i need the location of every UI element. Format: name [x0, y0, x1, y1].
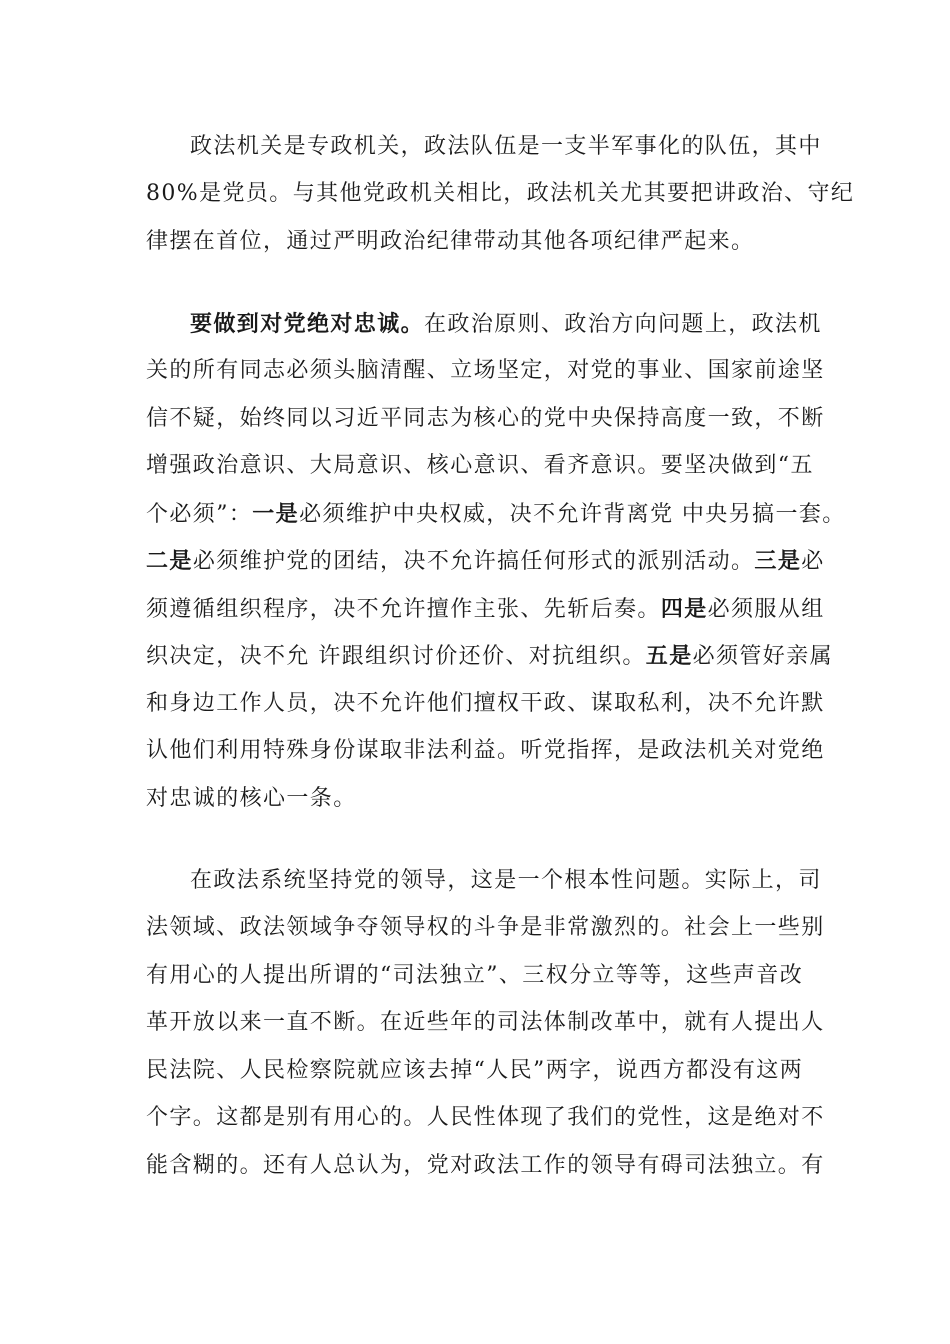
text-line — [146, 1103, 836, 1133]
text-run: 民法院、人民检察院就应该去掉“人民”两字，说西方都没有这两 — [146, 1058, 804, 1083]
text-run: 政法机关是专政机关，政法队伍是一支半军事化的队伍，其中 — [190, 134, 822, 159]
text-line — [146, 961, 836, 991]
text-line — [146, 356, 836, 386]
text-run: 认他们利用特殊身份谋取非法利益。听党指挥，是政法机关对党绝 — [146, 738, 825, 763]
text-line — [190, 309, 880, 340]
text-line — [146, 784, 836, 814]
bold-heading-run: 要做到对党绝对忠诚。 — [190, 311, 425, 337]
bold-marker-run: 一是 — [252, 501, 300, 527]
text-run: 对忠诚的核心一条。 — [146, 786, 357, 811]
text-run: 个字。这都是别有用心的。人民性体现了我们的党性，这是绝对不 — [146, 1105, 825, 1130]
text-run: 80%是党员。与其他党政机关相比，政法机关尤其要把讲政治、守纪 — [146, 181, 855, 206]
text-run: 增强政治意识、大局意识、核心意识、看齐意识。要坚决做到“五 — [146, 453, 814, 478]
text-run: 必须服从组 — [707, 597, 825, 622]
text-line — [146, 913, 836, 943]
text-line — [146, 451, 836, 481]
text-line — [146, 1008, 836, 1038]
bold-marker-run: 四是 — [660, 596, 708, 622]
text-run: 必须维护中央权威，决不允许背离党 中央另搞一套。 — [299, 502, 846, 527]
text-run: 必须管好亲属 — [692, 644, 834, 669]
text-run: 在政法系统坚持党的领导，这是一个根本性问题。实际上，司 — [190, 868, 822, 893]
text-line — [146, 594, 836, 625]
text-run: 能含糊的。还有人总认为，党对政法工作的领导有碍司法独立。有 — [146, 1153, 825, 1178]
text-line — [146, 1151, 836, 1181]
text-line — [146, 179, 855, 209]
text-run: 个必须”： — [146, 502, 253, 527]
text-line — [146, 404, 836, 434]
text-run: 信不疑，始终同以习近平同志为核心的党中央保持高度一致，不断 — [146, 406, 825, 431]
text-run: 和身边工作人员，决不允许他们擅权干政、谋取私利，决不允许默 — [146, 691, 825, 716]
text-line — [146, 736, 836, 766]
text-line — [190, 866, 880, 896]
text-run: 织决定，决不允 许跟组织讨价还价、对抗组织。 — [146, 644, 646, 669]
text-line — [146, 227, 836, 257]
bold-marker-run: 五是 — [645, 643, 693, 669]
text-run: 须遵循组织程序，决不允许擅作主张、先斩后奏。 — [146, 597, 661, 622]
text-run: 必 — [801, 549, 825, 574]
text-run: 革开放以来一直不断。在近些年的司法体制改革中，就有人提出人 — [146, 1010, 825, 1035]
text-line — [146, 689, 836, 719]
text-line — [146, 641, 836, 672]
text-run: 关的所有同志必须头脑清醒、立场坚定，对党的事业、国家前途坚 — [146, 358, 825, 383]
bold-marker-run: 三是 — [754, 548, 802, 574]
text-line — [146, 1056, 836, 1086]
text-line — [146, 499, 846, 530]
text-run: 在政治原则、政治方向问题上，政法机 — [424, 312, 822, 337]
text-line — [146, 546, 836, 577]
text-run: 有用心的人提出所谓的“司法独立”、三权分立等等，这些声音改 — [146, 963, 804, 988]
text-run: 律摆在首位，通过严明政治纪律带动其他各项纪律严起来。 — [146, 229, 755, 254]
text-run: 必须维护党的团结，决不允许搞任何形式的派别活动。 — [192, 549, 755, 574]
bold-marker-run: 二是 — [146, 548, 193, 574]
text-line — [190, 132, 880, 162]
text-run: 法领域、政法领域争夺领导权的斗争是非常激烈的。社会上一些别 — [146, 915, 825, 940]
